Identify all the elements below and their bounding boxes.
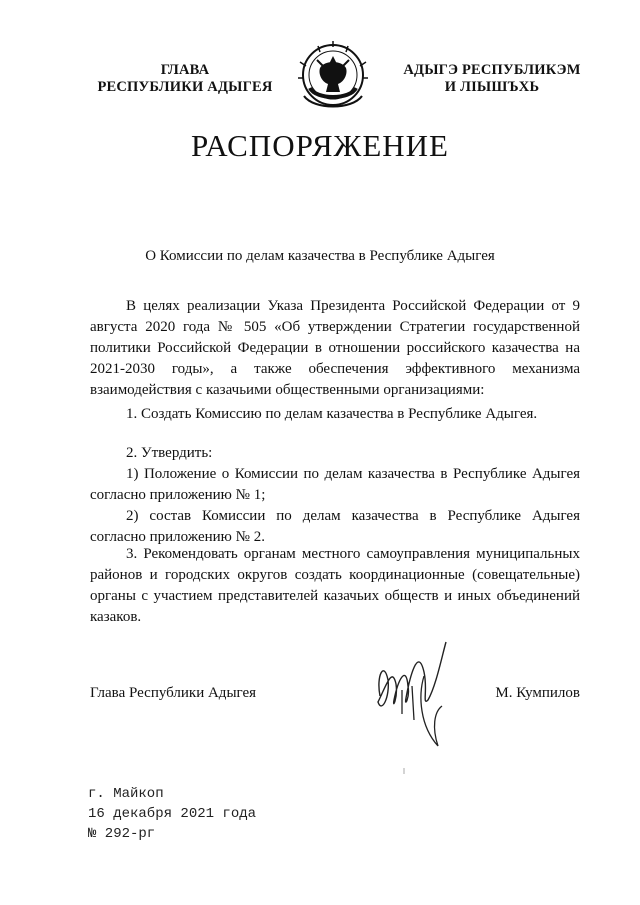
document-subject: О Комиссии по делам казачества в Республике Адыгея [145,248,495,264]
signatory-name: М. Кумпилов [495,685,580,701]
item-2-subitem-1: 1) Положение о Комиссии по делам казачества в Республике Адыгея согласно приложению № 1; [90,466,580,503]
document-title: РАСПОРЯЖЕНИЕ [191,128,449,163]
item-2-heading: 2. Утвердить: [126,445,213,461]
footer-city: г. Майкоп [88,786,164,802]
header-left-line-2: РЕСПУБЛИКИ АДЫГЕЯ [97,79,273,95]
signatory-role: Глава Республики Адыгея [90,685,257,701]
header-right-line-1: АДЫГЭ РЕСПУБЛИКЭМ [403,62,581,78]
document-footer [88,784,256,844]
footer-number: № 292-рг [88,826,156,842]
preamble [90,296,580,401]
item-3-text: 3. Рекомендовать органам местного самоуправления муниципальных районов и городских округов создать координационные (совещательные) органы с участием представителей казачьих обществ и иных объединений казаков. [90,546,580,625]
handwritten-signature-icon [362,636,472,776]
item-2 [90,443,580,548]
coat-of-arms-icon [290,38,376,114]
header-right-line-2: И ЛІЫШЪХЬ [444,79,540,95]
item-2-subitem-2: 2) состав Комиссии по делам казачества в Республике Адыгея согласно приложению № 2. [90,508,580,545]
item-1-text: 1. Создать Комиссию по делам казачества в Республике Адыгея. [126,406,538,422]
header-left [92,62,278,96]
header-right [392,62,592,96]
item-3 [90,544,580,628]
footer-date: 16 декабря 2021 года [88,806,257,822]
preamble-text: В целях реализации Указа Президента Российской Федерации от 9 августа 2020 года № 505 «Об утверждении Стратегии государственной политики Российской Федерации в отношении российского казачества на 2021-2030 годы», а также обеспечения эффективного механизма взаимодействия с казачьими общественными организациями: [90,298,580,398]
header-left-line-1: ГЛАВА [160,62,210,78]
item-1 [90,404,580,425]
